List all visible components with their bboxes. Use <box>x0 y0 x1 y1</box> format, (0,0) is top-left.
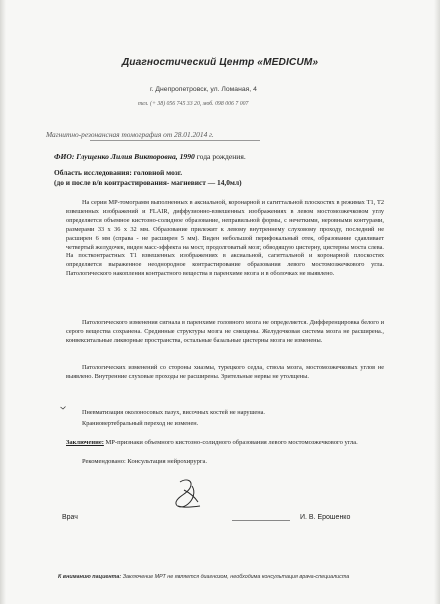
clinic-address: г. Днепропетровск, ул. Ломаная, 4 <box>150 86 257 93</box>
conclusion-text: МР-признаки объемного кистозно-солидного образования левого мостомозжечкового угла. <box>103 439 358 446</box>
findings-paragraph-4: Пневматизация околоносовых пазух, височных костей не нарушена. <box>82 409 265 416</box>
findings-paragraph-2: Патологического изменения сигнала в паренхиме головного мозга не определяется. Дифференцировка белого и серого вещества сохранена. Срединные структуры мозга не смещены. Желудочковая система мозга не расширена., конвекситальные ликворные пространства, остальные базальные цистерны мозга не изменены. <box>66 319 384 344</box>
findings-paragraph-3: Патологических изменений со стороны хиазмы, турецкого седла, ствола мозга, мостомозжечковых углов не выявлено. Внутренние слуховые проходы не расширены. Зрительные нервы не утолщены. <box>66 364 384 380</box>
fio-label: ФИО: <box>54 152 75 161</box>
study-area <box>54 168 384 188</box>
clinic-title: Диагностический Центр «MEDICUM» <box>121 57 319 68</box>
patient-year-suffix: года рождения. <box>194 152 246 161</box>
patient-name: Глущенко Лилия Викторовна, 1990 <box>76 152 195 161</box>
patient-line <box>54 152 246 161</box>
study-type: Магнитно-резонансная томография от 28.01.2014 г. <box>46 130 214 139</box>
scan-edge-right <box>434 0 440 604</box>
conclusion-label: Заключение: <box>66 439 104 446</box>
recommendation: Рекомендовано: Консультация нейрохирурга. <box>82 458 208 465</box>
study-underline <box>90 140 260 141</box>
clinic-phones: тел. (+ 38) 056 745 33 20, моб. 098 006 7 007 <box>138 101 249 107</box>
patient-notice-text: Заключение МРТ не является диагнозом, необходима консультация врача-специалиста <box>121 574 350 580</box>
signature-line <box>232 520 290 521</box>
patient-notice <box>58 574 398 580</box>
conclusion <box>66 438 384 447</box>
scan-edge-left <box>0 0 6 604</box>
study-area-line1: Область исследования: головной мозг. <box>54 168 183 177</box>
pen-tick-mark <box>60 406 66 410</box>
patient-notice-label: К вниманию пациента: <box>58 574 122 580</box>
findings-paragraph-5: Краниовертебральный переход не изменен. <box>82 420 199 427</box>
handwritten-signature <box>168 476 206 512</box>
doctor-label: Врач <box>62 514 78 521</box>
doctor-name: И. В. Ерошенко <box>300 514 351 521</box>
study-area-line2: (до и после в/в контрастирования- магневист — 14,0мл) <box>54 178 242 187</box>
findings-paragraph-1: На серии МР-томограмм выполненных в аксиальной, коронарной и сагиттальной плоскостях в режимах Т1, Т2 взвешенных изображений и FLAIR, диффузионно-взвешенных изображениях в левом мостомозжечковом углу определяется объемное кистозно-солидное образование, неправильной формы, с нечеткими, неровными контурами, размерами 33 х 36 х 32 мм. Образование прилежит к левому внутреннему слуховому проходу, последний не расширен 6 мм (справа - не расширен 5 мм). Виден небольшой перифокальный отек, образование сдавливает четвертый желудочек, виден масс-эффекта на мост, продолговатый мозг, обводящую цистерну, цистерны моста слева. На постконтрастных Т1 взвешенных изображениях в аксиальной, сагиттальной и коронарной плоскостях определяется выраженное неоднородное контрастирование образования левого мостомозжечкового угла. Патологического накопления контрастного вещества в паренхиме мозга и в оболочках не выявлено. <box>66 199 384 278</box>
